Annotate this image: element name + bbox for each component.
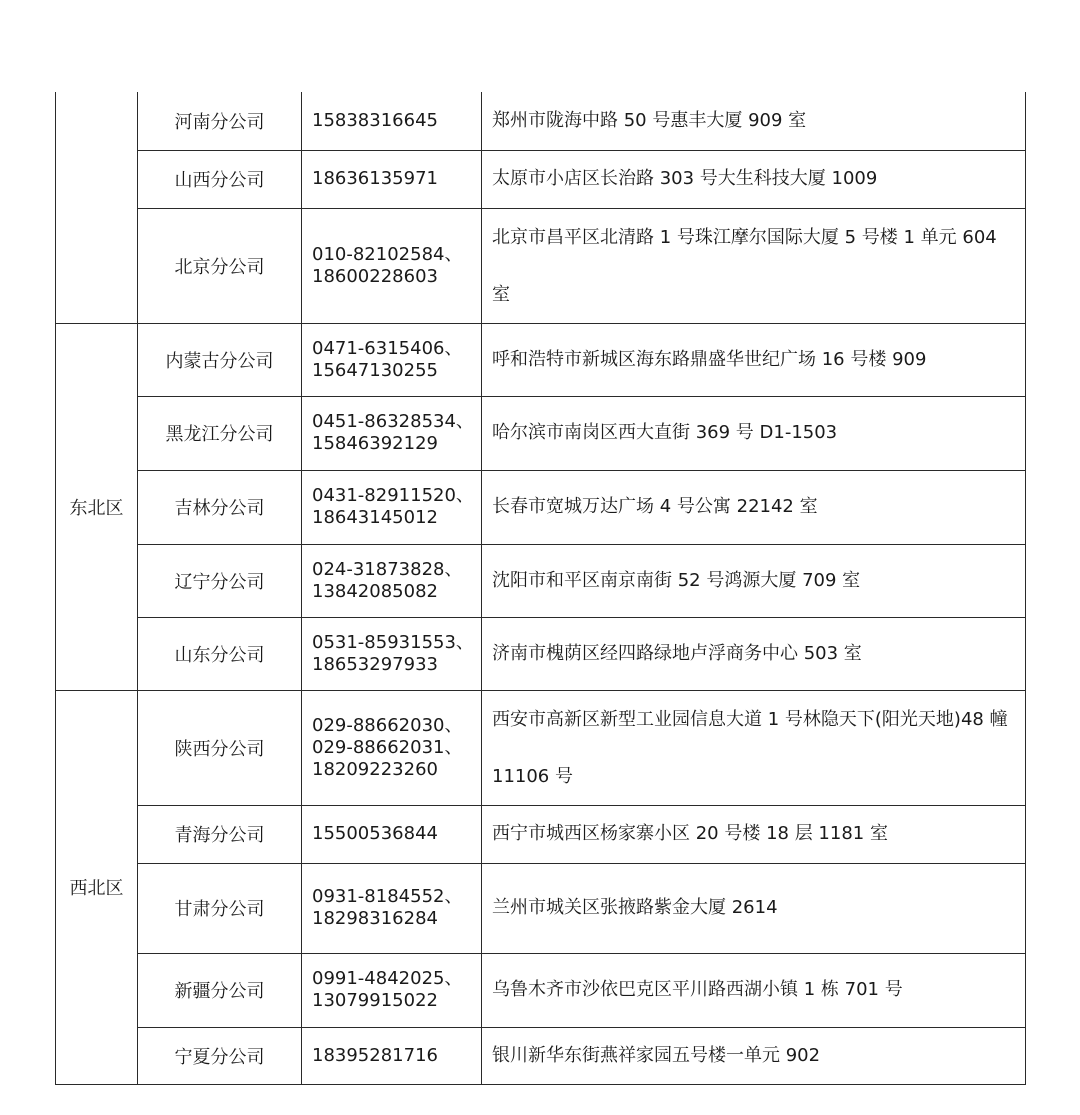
branch-name: 青海分公司 <box>138 805 302 863</box>
address-cell: 北京市昌平区北清路 1 号珠江摩尔国际大厦 5 号楼 1 单元 604 室 <box>482 208 1026 323</box>
table-row <box>56 690 1026 805</box>
phone-cell <box>302 470 482 544</box>
address-cell: 乌鲁木齐市沙依巴克区平川路西湖小镇 1 栋 701 号 <box>482 953 1026 1027</box>
branch-name: 北京分公司 <box>138 208 302 323</box>
branch-name: 甘肃分公司 <box>138 863 302 953</box>
branch-name: 宁夏分公司 <box>138 1027 302 1084</box>
branch-name: 内蒙古分公司 <box>138 323 302 396</box>
phone-cell <box>302 396 482 470</box>
phone-number: 18636135971 <box>312 168 438 189</box>
table-row <box>56 544 1026 617</box>
phone-cell <box>302 690 482 805</box>
address-cell: 济南市槐荫区经四路绿地卢浮商务中心 503 室 <box>482 617 1026 690</box>
table-row <box>56 1027 1026 1084</box>
region-cell-continued <box>56 92 138 323</box>
phone-number: 010-82102584、 <box>312 243 463 265</box>
phone-number: 18209223260 <box>312 758 438 780</box>
table-row <box>56 617 1026 690</box>
table-row <box>56 208 1026 323</box>
phone-cell <box>302 805 482 863</box>
phone-number: 0991-4842025、 <box>312 968 463 989</box>
phone-number: 029-88662031、 <box>312 736 463 758</box>
branch-name: 辽宁分公司 <box>138 544 302 617</box>
branch-name: 河南分公司 <box>138 92 302 150</box>
phone-number: 13842085082 <box>312 580 438 602</box>
phone-number: 18298316284 <box>312 908 438 929</box>
branch-name: 陕西分公司 <box>138 690 302 805</box>
phone-number: 029-88662030、 <box>312 714 463 736</box>
phone-number: 024-31873828、 <box>312 558 463 580</box>
address-cell: 西宁市城西区杨家寨小区 20 号楼 18 层 1181 室 <box>482 805 1026 863</box>
branch-name: 山东分公司 <box>138 617 302 690</box>
address-cell: 银川新华东街燕祥家园五号楼一单元 902 <box>482 1027 1026 1084</box>
table-row <box>56 396 1026 470</box>
table-row <box>56 863 1026 953</box>
branch-name: 黑龙江分公司 <box>138 396 302 470</box>
branch-name: 新疆分公司 <box>138 953 302 1027</box>
address-cell: 西安市高新区新型工业园信息大道 1 号林隐天下(阳光天地)48 幢 11106 号 <box>482 690 1026 805</box>
branch-contact-table <box>55 92 1026 1085</box>
phone-cell <box>302 617 482 690</box>
phone-cell <box>302 323 482 396</box>
phone-number: 0451-86328534、 <box>312 411 474 432</box>
phone-cell <box>302 1027 482 1084</box>
phone-cell <box>302 92 482 150</box>
address-cell: 太原市小店区长治路 303 号大生科技大厦 1009 <box>482 150 1026 208</box>
table-row <box>56 805 1026 863</box>
phone-cell <box>302 208 482 323</box>
address-cell: 沈阳市和平区南京南街 52 号鸿源大厦 709 室 <box>482 544 1026 617</box>
phone-number: 13079915022 <box>312 990 438 1011</box>
region-label: 西北区 <box>56 690 138 1084</box>
address-cell: 郑州市陇海中路 50 号惠丰大厦 909 室 <box>482 92 1026 150</box>
address-cell: 哈尔滨市南岗区西大直街 369 号 D1-1503 <box>482 396 1026 470</box>
region-label: 东北区 <box>56 323 138 690</box>
phone-number: 15846392129 <box>312 433 438 454</box>
phone-number: 0431-82911520、 <box>312 485 474 506</box>
phone-number: 0471-6315406、 <box>312 337 463 359</box>
phone-number: 0531-85931553、 <box>312 631 474 653</box>
phone-cell <box>302 150 482 208</box>
phone-number: 18643145012 <box>312 507 438 528</box>
phone-number: 15500536844 <box>312 823 438 844</box>
phone-cell <box>302 544 482 617</box>
phone-number: 18600228603 <box>312 265 438 287</box>
table-row <box>56 470 1026 544</box>
address-cell: 长春市宽城万达广场 4 号公寓 22142 室 <box>482 470 1026 544</box>
phone-cell <box>302 863 482 953</box>
phone-number: 0931-8184552、 <box>312 886 463 907</box>
phone-cell <box>302 953 482 1027</box>
phone-number: 18395281716 <box>312 1044 438 1066</box>
table-row <box>56 150 1026 208</box>
branch-name: 吉林分公司 <box>138 470 302 544</box>
table-row <box>56 323 1026 396</box>
phone-number: 15647130255 <box>312 359 438 381</box>
phone-number: 18653297933 <box>312 653 438 675</box>
table-row <box>56 953 1026 1027</box>
phone-number: 15838316645 <box>312 109 438 131</box>
address-cell: 兰州市城关区张掖路紫金大厦 2614 <box>482 863 1026 953</box>
address-cell: 呼和浩特市新城区海东路鼎盛华世纪广场 16 号楼 909 <box>482 323 1026 396</box>
branch-name: 山西分公司 <box>138 150 302 208</box>
table-row <box>56 92 1026 150</box>
